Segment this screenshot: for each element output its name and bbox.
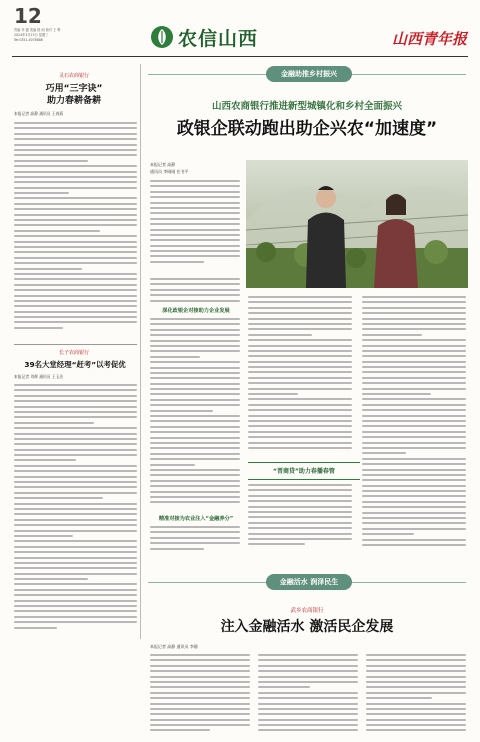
bottom-story-col3 bbox=[366, 654, 466, 736]
nongxin-logo-icon bbox=[150, 25, 174, 49]
header-meta-date: 2024年3月13日 星期三 bbox=[14, 33, 49, 37]
header-meta-phone: Tel:0351-4078886 bbox=[14, 38, 43, 42]
bottom-story-headline: 注入金融活水 激活民企发展 bbox=[220, 619, 394, 635]
top-banner-tag: 金融助推乡村振兴 bbox=[281, 70, 337, 78]
main-story-body-col1c bbox=[150, 526, 240, 554]
header-meta-editors: 责编 乔 蕴 美编 段 雨 校对 王 利 bbox=[14, 28, 61, 32]
left-top-headline-line2: 助力春耕备耕 bbox=[46, 96, 101, 106]
top-banner bbox=[148, 64, 466, 86]
left-story-divider bbox=[14, 344, 137, 345]
bottom-banner-tag: 金融活水 润泽民生 bbox=[279, 578, 339, 586]
main-story-intro bbox=[150, 180, 240, 270]
main-story-kicker: 山西农商银行推进新型城镇化和乡村全面振兴 bbox=[211, 101, 402, 112]
main-story-body-col1 bbox=[150, 278, 240, 304]
left-top-byline: 本报记者 高静 通讯员 王春燕 bbox=[14, 111, 64, 116]
bottom-story-col1 bbox=[150, 654, 250, 736]
header-rule bbox=[12, 56, 468, 57]
left-top-headline-line1: 巧用“三字诀” bbox=[45, 84, 103, 94]
left-top-kicker: 灵石农商银行 bbox=[58, 73, 89, 79]
bottom-banner bbox=[148, 572, 466, 594]
left-top-body bbox=[14, 122, 137, 340]
main-story-callout: “晋商贷”助力春播春管 bbox=[273, 468, 335, 475]
main-story-body-col2b bbox=[248, 484, 352, 554]
left-mid-byline: 本报记者 刘辉 通讯员 王玉洁 bbox=[14, 374, 64, 379]
main-story-body-col1b bbox=[150, 318, 240, 511]
masthead-logo: 山西青年报 bbox=[392, 30, 468, 48]
main-story-body-col2 bbox=[248, 296, 352, 458]
main-story-byline2: 通讯员 李刚刚 任书平 bbox=[150, 169, 189, 174]
bottom-story-byline: 本报记者 高静 通讯员 李静 bbox=[150, 644, 198, 649]
page-number: 12 bbox=[14, 4, 42, 28]
main-story-subhead2: 精准对接为农业注入“金融养分” bbox=[158, 516, 234, 522]
left-mid-headline: 39名大堂经理“赶考”以考促优 bbox=[24, 360, 126, 369]
main-story-byline1: 本报记者 高静 bbox=[150, 162, 176, 167]
left-mid-body bbox=[14, 384, 137, 636]
page-header bbox=[0, 0, 480, 70]
main-story-subhead1: 深化政银企对接助力企业发展 bbox=[162, 308, 230, 314]
left-mid-kicker: 长子农商银行 bbox=[58, 350, 89, 356]
bottom-story-col2 bbox=[258, 654, 358, 736]
section-title: 农信山西 bbox=[178, 28, 259, 50]
main-story-body-col3 bbox=[362, 296, 466, 554]
bank-staff-photo bbox=[246, 160, 468, 288]
main-story-headline: 政银企联动跑出助企兴农“加速度” bbox=[176, 119, 438, 139]
left-column-rule bbox=[140, 64, 141, 639]
bottom-story-kicker: 武乡农商银行 bbox=[290, 608, 324, 614]
